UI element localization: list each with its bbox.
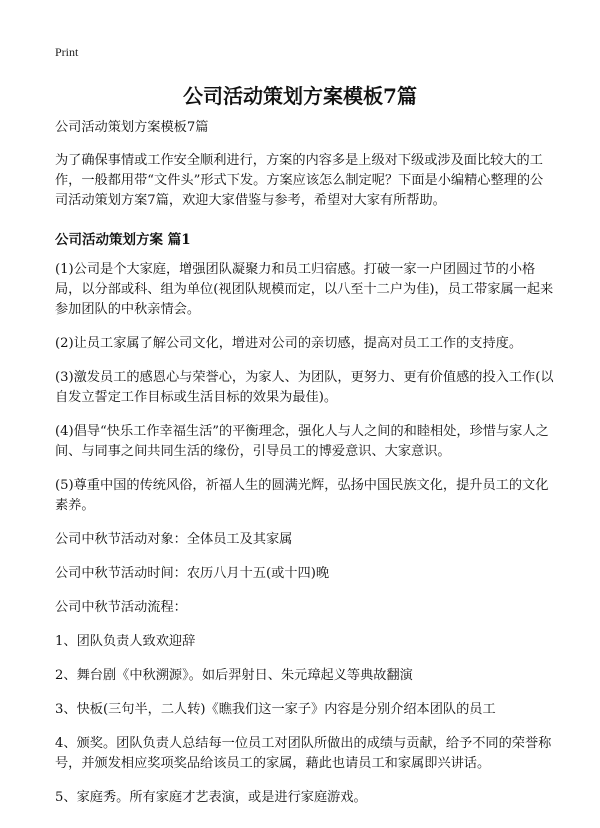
flow-item-4: 4、颁奖。团队负责人总结每一位员工对团队所做出的成绩与贡献，给予不同的荣誉称号，并颁发相应奖项奖品给该员工的家属，藉此也请员工和家属即兴讲话。 — [55, 736, 552, 771]
print-link[interactable]: Print — [55, 45, 79, 59]
activity-target: 公司中秋节活动对象：全体员工及其家属 — [55, 532, 293, 547]
purpose-item-5: (5)尊重中国的传统风俗，祈福人生的圆满光辉，弘扬中国民族文化，提升员工的文化素养。 — [55, 478, 549, 513]
section-heading: 公司活动策划方案 篇1 — [55, 232, 191, 248]
flow-heading: 公司中秋节活动流程： — [55, 600, 187, 615]
flow-item-5: 5、家庭秀。所有家庭才艺表演，或是进行家庭游戏。 — [55, 790, 367, 805]
purpose-item-1: (1)公司是个大家庭，增强团队凝聚力和员工归宿感。打破一家一户团圆过节的小格局，以分部或科、组为单位(视团队规模而定，以八至十二户为佳)，员工带家属一起来参加团队的中秋亲情会。 — [55, 262, 554, 317]
document-subtitle: 公司活动策划方案模板7篇 — [55, 120, 209, 135]
document-body — [55, 118, 555, 822]
page-title: 公司活动策划方案模板7篇 — [183, 84, 417, 108]
activity-time: 公司中秋节活动时间：农历八月十五(或十四)晚 — [55, 566, 330, 581]
purpose-item-2: (2)让员工家属了解公司文化，增进对公司的亲切感，提高对员工工作的支持度。 — [55, 336, 523, 351]
purpose-item-4: (4)倡导“快乐工作幸福生活”的平衡理念，强化人与人之间的和睦相处，珍惜与家人之间、与同事之间共同生活的缘份，引导员工的博爱意识、大家意识。 — [55, 424, 549, 459]
flow-item-1: 1、团队负责人致欢迎辞 — [55, 634, 196, 649]
flow-item-3: 3、快板(三句半，二人转)《瞧我们这一家子》内容是分别介绍本团队的员工 — [55, 702, 496, 717]
intro-paragraph: 为了确保事情或工作安全顺利进行，方案的内容多是上级对下级或涉及面比较大的工作，一般都用带“文件头”形式下发。方案应该怎么制定呢？下面是小编精心整理的公司活动策划方案7篇，欢迎大家借鉴与参考，希望对大家有所帮助。 — [55, 153, 544, 208]
flow-item-2: 2、舞台剧《中秋溯源》。如后羿射日、朱元璋起义等典故翻演 — [55, 668, 413, 683]
purpose-item-3: (3)激发员工的感恩心与荣誉心，为家人、为团队，更努力、更有价值感的投入工作(以自发立誓定工作目标或生活目标的效果为最佳)。 — [55, 370, 554, 405]
